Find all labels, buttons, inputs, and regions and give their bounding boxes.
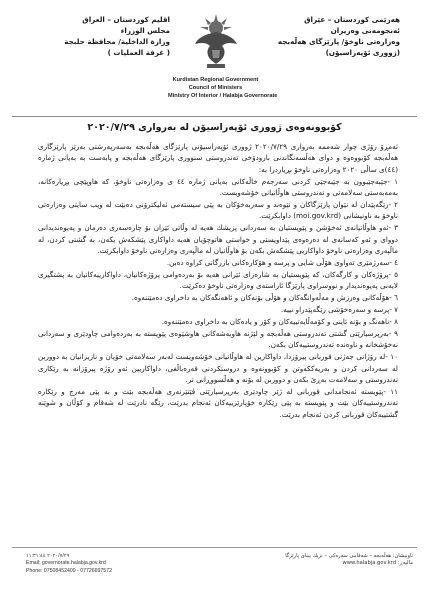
body-paragraph: ٩ -بەرپرسیارێتی گشتی تەندروستی هەڵەبجە و لێژنە هاوبەشەكانی هاوشێوەی پێویستە بە بەردەوامی چاودێری و سەردانی نەخۆشخانە و ناوەندە تەندروستییەكان بكەن.	[38, 329, 398, 350]
document-footer	[12, 547, 417, 588]
letterhead-en-government: Kurdistan Regional Government	[172, 77, 259, 83]
letterhead-arabic-line: ( غرفة العمليات )	[107, 48, 170, 57]
body-paragraph: ١٠ -لە رۆژانی جەژنی قوربانی پیرۆزدا، داواكارین لە هاوڵاتیانی خۆشەویست لەبەر سەلامەتی خۆیان و نازیزانیان بە دووربن لە سەردانی كردن و بەریەككەوتن و كۆبوونەوە و دروستكردنی قەرەباڵغی، داواكاریین ئەو رۆژە پیرۆزانە بە رێكاری تەندروستی و سەلامەت بەڕێ بكەن و دووربن لە بۆنە و هەڵسووڕانی تر.	[38, 352, 398, 385]
footer-address	[193, 553, 413, 568]
footer-website: مالپەڕ: www.halabja.gov.krd	[342, 560, 413, 567]
letterhead-kurdish-line: هەرێمی كوردستان – عێراق	[304, 15, 400, 24]
footer-contact	[26, 553, 166, 575]
body-paragraph: ٦ -هۆڵەكانی وەرزش و مەڵەوانگەكان و هۆڵی بۆنەكان و ئاهەنگەكان بە داخراوی دەمێننەوە.	[131, 293, 398, 303]
body-paragraph: ٢ -رێگەپێدان لە نێوان پارێزگاكان و نێوەند و سەربەخۆكان بە پێی سیستەمی ئەلیكترۆنی دەبێت لە ویب سایتی وەزارەتی ناوخۆ بە ناونیشانی (moi.gov.krd) داوابكرێت.	[38, 200, 398, 221]
letterhead-arabic-line: اقليم كوردستان – العراق	[82, 15, 170, 24]
letterhead-en-ministry: Ministry Of Interior / Halabja Governorate	[168, 93, 278, 99]
letterhead-arabic-line: وزارة الداخلية/ محافظة حلبجة	[64, 37, 170, 46]
footer-address-line: ناونیشان: هەڵەبجە – شەقامی سەرەكی – نزیك بینای پارێزگا	[285, 553, 413, 559]
body-paragraph: ٤ -سەرژمێری تەواوی هۆڵی شایی و پرسە و هۆكارەكانی بازرگانی كراوە دەبن.	[166, 258, 398, 268]
letterhead-en-council: Council of Ministers	[188, 85, 243, 91]
body-paragraph: ١ -جێبەجێبوون بە جێبەجێی كردنی سەرجەم خاڵەكانی بەیانی ژمارە ٤٤ ی وەزارەتی ناوخۆ، كە هاوپێچی بڕیارەكانە، بەمەبەستی سەلامەتی و تەندروستی هاوڵاتیانی خۆشەویست.	[38, 176, 399, 198]
letterhead-kurdish-line: (ژووری ئۆپەراسیۆن)	[325, 48, 400, 57]
body-paragraph: ٥ -پرۆژەكان و كارگەكان، كە پێویستیان بە شارەزای ئێرانی هەیە بۆ بەردەوامی پرۆژەكانیان، داواكارییەكانیان بە پشتگیری لایەنی پەیوەندیدار و نووسراوی پارێزگا ئاراستەی وەزارەتی ناوخۆ دەكرێت.	[38, 269, 398, 291]
letterhead-kurdish	[260, 14, 400, 58]
header-divider	[12, 116, 417, 117]
body-paragraph: ئەمڕۆ رۆژی چوار شەممە بەرواری ٢٠٢٠/٧/٢٩ ژووری ئۆپەراسیۆنی پارێزگای هەڵەبجە بەسەرپەرشتی بەرێز پارێزگاری هەڵەبجە كۆبووەوە و دوای هەڵسەنگاندنی بارودۆخی تەندروستی سنووری پارێزگای هەڵەبجە و پابەست بە بەیانی ژمارە (٤٤)ی ساڵی ٢٠٢٠ وەزارەتی ناوخۆ بڕیاردرا بە:	[38, 142, 398, 174]
body-paragraph: ٣ -ئەو هاوڵاتیانەی ئەخۆشن و پێویستیان بە سەردانی پزیشك هەیە لە وڵاتی ئێران بۆ چارەسەری دەرمان و پەیوەندیدانی دووای و ئەو كەسانەی لە دەرەوەی پێداویستی و خواستی هاتوچۆیان هەیە داواكاری پێشكەش بكەن، بە گشتی كردن، لە ماڵپەری وەزارەتی ناوخۆ داواكاریی پێشكەش بكەن بۆ هاوڵاتیان لە ماڵپەری وەزارەتی ناوخۆ داوابكرێت.	[38, 223, 398, 256]
letterhead-center	[168, 12, 278, 100]
kurdistan-emblem-icon	[193, 12, 239, 74]
footer-phone: Phone: 07508452409 - 07726697572	[26, 567, 112, 574]
footer-timestamp: ٢٠٢٠/٧/٢٩ ١١:٣١:٤٤	[26, 553, 70, 559]
footer-email: Email: governorate.halabja.gov.krd	[26, 560, 106, 567]
letterhead-kurdish-line: ئەنجومەنی وەزیران	[330, 26, 400, 35]
document-body	[38, 141, 398, 421]
letterhead-arabic-line: مجلس الوزراء	[120, 26, 170, 35]
letterhead-kurdish-line: وەزارەتی ناوخۆ/ پارێزگای هەڵەبجە	[277, 37, 400, 46]
body-paragraph: ١١ -پێویستە ئەنجامدانی قوربانی لە ژێر چاودێری بەرپرسیارێتی ڤێتێرنەری هەڵەبجە بێت و بە پێی مەرج و رێكارە تەندروستییەكان بێت و پێویستە بە پێی رێكارە خۆپارێزییەكان ئەنجام بدرێت، رێگە نادرێت لە شەقام و كۆڵان و شوێنە گشتییەكان قوربانی كردن ئەنجام بدرێت.	[38, 387, 398, 419]
letterhead	[30, 12, 400, 132]
body-paragraph: ٨ -ناهەنگ و بۆنە ئاینی و كۆمەڵایەتییەكان و كۆر و یادەكان بە داخراوی دەمێننەوە.	[161, 317, 398, 327]
letterhead-arabic	[30, 14, 170, 58]
body-paragraph: ٧ -پرسە و سەرەخۆشی رێگەپێدراو نییە.	[280, 305, 398, 315]
document-page	[12, 8, 417, 592]
document-title: كۆبوونەوەی ژووری ئۆپەراسیۆن لە بەرواری ٢٠٢٠/٧/٢٩	[87, 122, 342, 133]
